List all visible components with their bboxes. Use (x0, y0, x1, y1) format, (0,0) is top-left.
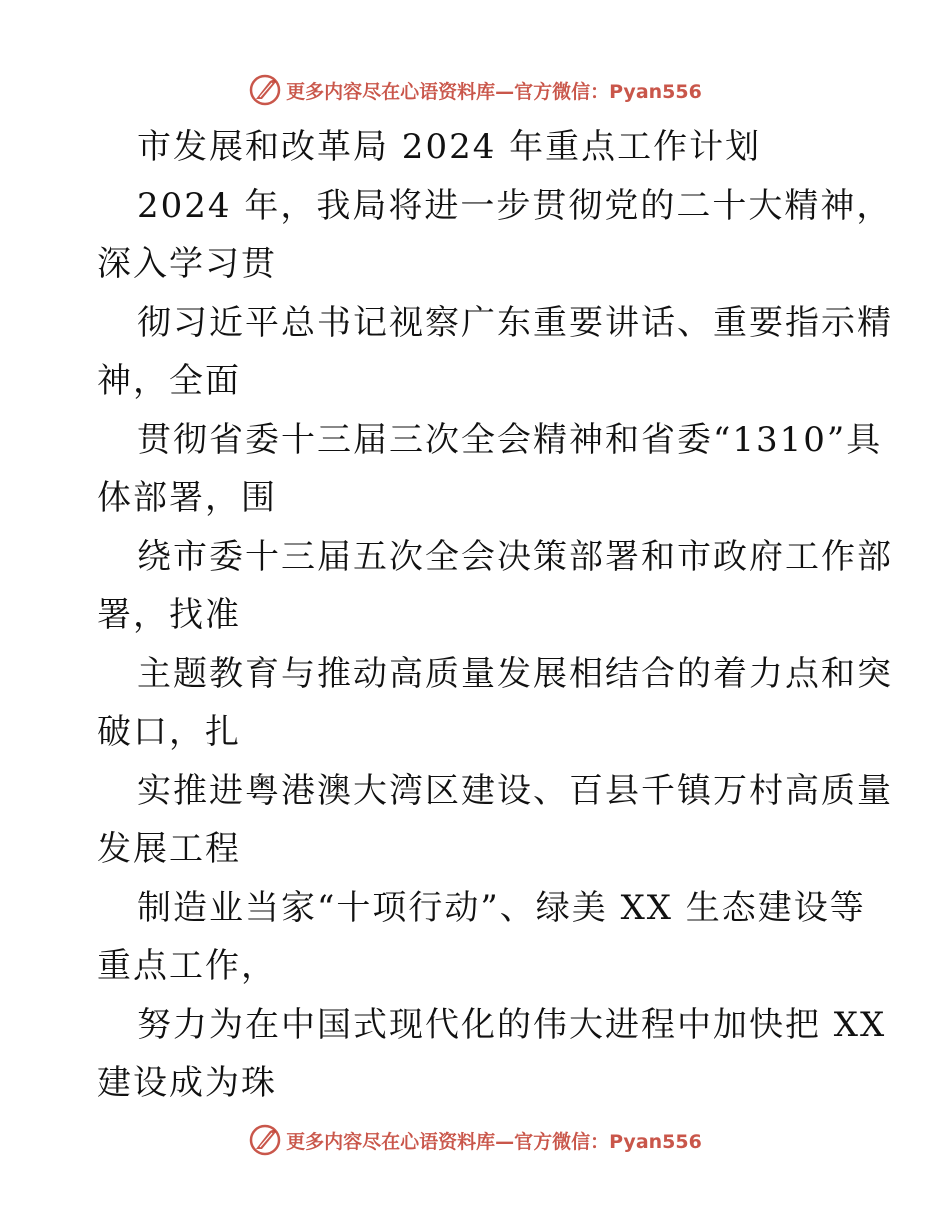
watermark-text: 更多内容尽在心语资料库—官方微信：Pyan556 (286, 1130, 702, 1153)
text-line: 建设成为珠 (97, 1063, 277, 1103)
text-line: 实推进粤港澳大湾区建设、百县千镇万村高质量 (137, 770, 893, 811)
watermark-text: 更多内容尽在心语资料库—官方微信：Pyan556 (286, 80, 702, 103)
text-line: 深入学习贯 (97, 244, 277, 284)
text-line: 2024 年，我局将进一步贯彻党的二十大精神， (137, 185, 893, 226)
text-line: 破口，扎 (97, 712, 241, 752)
feather-pen-logo-icon (248, 73, 282, 107)
text-line: 神，全面 (97, 361, 241, 401)
text-line: 署，找准 (97, 595, 241, 635)
document-body (97, 118, 893, 1113)
document-title: 市发展和改革局 2024 年重点工作计划 (137, 127, 762, 167)
text-line: 绕市委十三届五次全会决策部署和市政府工作部 (137, 536, 893, 577)
text-line: 重点工作， (97, 946, 277, 986)
text-line: 体部署，围 (97, 478, 277, 518)
text-line: 努力为在中国式现代化的伟大进程中加快把 XX (137, 1004, 887, 1045)
header-watermark (0, 70, 950, 110)
footer-watermark (0, 1120, 950, 1160)
text-line: 彻习近平总书记视察广东重要讲话、重要指示精 (137, 302, 893, 343)
text-line: 主题教育与推动高质量发展相结合的着力点和突 (137, 653, 893, 694)
feather-pen-logo-icon (248, 1123, 282, 1157)
text-line: 发展工程 (97, 829, 241, 869)
text-line: 制造业当家“十项行动”、绿美 XX 生态建设等 (137, 887, 866, 928)
text-line: 贯彻省委十三届三次全会精神和省委“1310”具 (137, 419, 883, 460)
